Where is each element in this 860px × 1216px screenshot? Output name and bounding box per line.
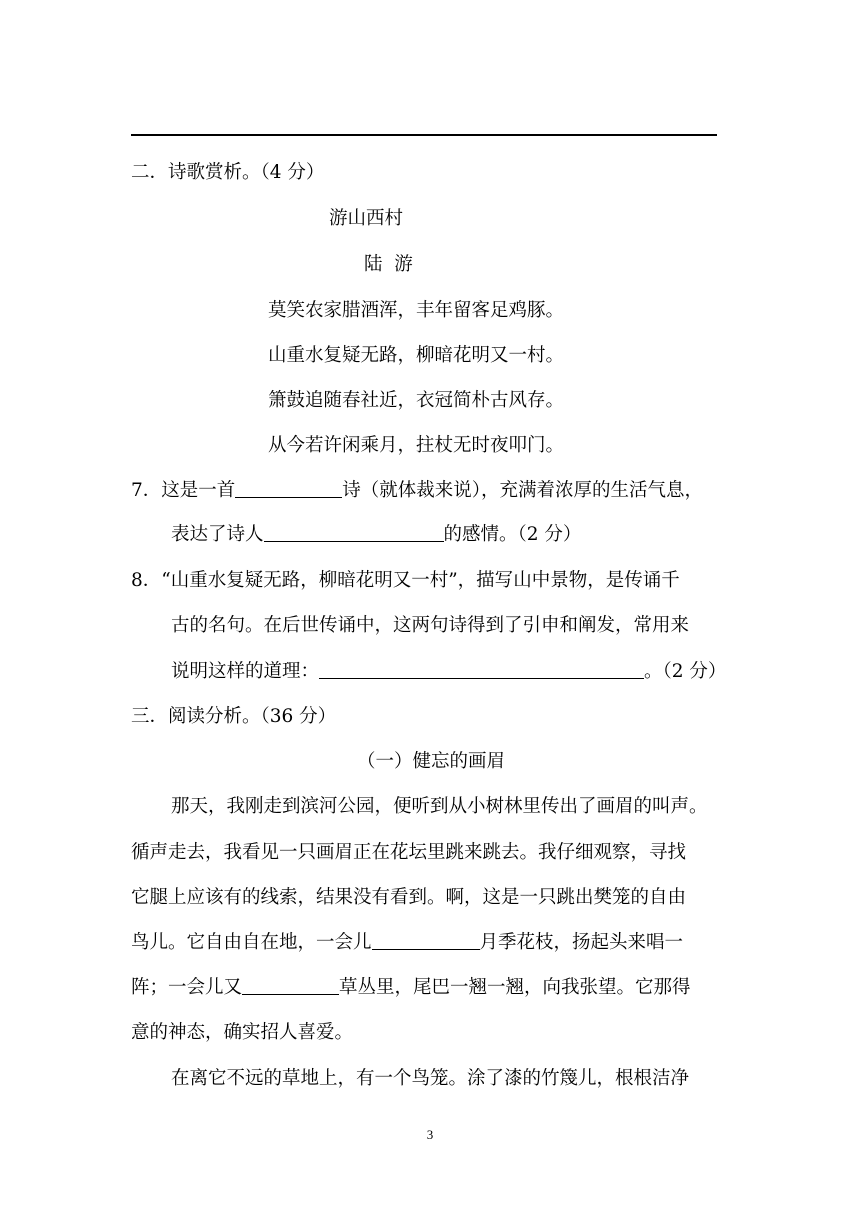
question-8-text: 说明这样的道理：	[171, 661, 320, 682]
question-8-text: 。（2 分）	[644, 661, 727, 682]
passage-line: 它腿上应该有的线索，结果没有看到。啊，这是一只跳出樊笼的自由	[131, 887, 687, 908]
question-7-text: 的感情。（2 分）	[443, 524, 582, 545]
poem-line: 箫鼓追随春社近，衣冠简朴古风存。	[268, 390, 565, 411]
answer-blank-genre[interactable]	[235, 479, 342, 498]
poem-line: 山重水复疑无路，柳暗花明又一村。	[268, 345, 565, 366]
question-8-line-2: 古的名句。在后世传诵中，这两句诗得到了引申和阐发，常用来	[171, 615, 690, 636]
passage-text: 鸟儿。它自由自在地，一会儿	[131, 932, 372, 953]
poem-author: 陆 游	[364, 254, 413, 275]
passage-line	[131, 930, 683, 956]
question-7-line-1	[131, 478, 703, 504]
passage-text: 草丛里，尾巴一翘一翘，向我张望。它那得	[339, 977, 691, 998]
page-number: 3	[426, 1127, 434, 1142]
answer-blank-verb-2[interactable]	[242, 976, 339, 995]
passage-line: 在离它不远的草地上，有一个鸟笼。涂了漆的竹篾儿，根根洁净	[171, 1068, 690, 1089]
poem-title: 游山西村	[329, 208, 404, 229]
passage-line: 循声走去，我看见一只画眉正在花坛里跳来跳去。我仔细观察，寻找	[131, 842, 687, 863]
question-7-text: 表达了诗人	[171, 524, 264, 545]
question-7-text: 7．这是一首	[131, 480, 236, 501]
header-rule	[131, 134, 717, 136]
answer-blank-principle[interactable]	[319, 660, 644, 679]
question-8-line-1: 8．“山重水复疑无路，柳暗花明又一村”，描写山中景物，是传诵千	[131, 570, 680, 591]
question-7-line-2	[171, 522, 581, 548]
passage-title: （一）健忘的画眉	[357, 751, 506, 772]
question-8-line-3	[171, 659, 726, 685]
answer-blank-feeling[interactable]	[264, 523, 444, 542]
passage-line: 那天，我刚走到滨河公园，便听到从小树林里传出了画眉的叫声。	[171, 796, 708, 817]
passage-text: 月季花枝，扬起头来唱一	[479, 932, 684, 953]
section-heading-poetry: 二．诗歌赏析。（4 分）	[131, 162, 325, 183]
passage-line: 意的神态，确实招人喜爱。	[131, 1022, 354, 1043]
section-heading-reading: 三．阅读分析。（36 分）	[131, 706, 337, 727]
question-7-text: 诗（就体裁来说），充满着浓厚的生活气息，	[342, 480, 704, 501]
answer-blank-verb-1[interactable]	[372, 931, 480, 950]
poem-line: 从今若许闲乘月，拄杖无时夜叩门。	[268, 435, 565, 456]
passage-text: 阵；一会儿又	[131, 977, 243, 998]
poem-line: 莫笑农家腊酒浑，丰年留客足鸡豚。	[268, 300, 565, 321]
passage-line	[131, 975, 691, 1001]
